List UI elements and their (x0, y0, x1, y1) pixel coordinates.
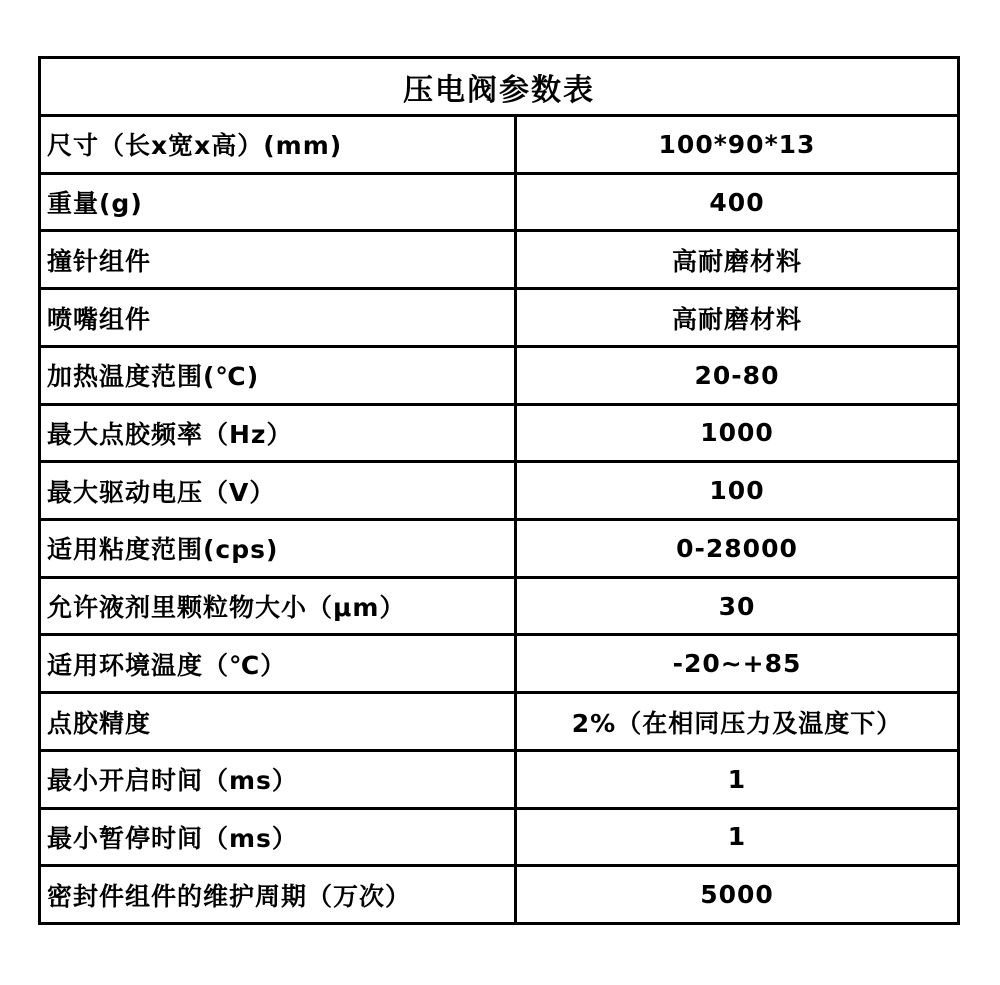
table-row (41, 521, 957, 579)
param-value-dispense-accuracy: 2%（在相同压力及温度下） (571, 708, 903, 738)
param-label-ambient-temp: 适用环境温度（℃） (41, 636, 517, 691)
table-row (41, 636, 957, 694)
param-value-max-frequency: 1000 (700, 418, 774, 448)
param-label-heating-range: 加热温度范围(℃) (41, 348, 517, 403)
param-value-maintenance-cycle: 5000 (700, 880, 774, 910)
param-label-nozzle: 喷嘴组件 (41, 290, 517, 345)
table-row (41, 463, 957, 521)
table-row (41, 406, 957, 464)
table-title: 压电阀参数表 (41, 59, 957, 117)
param-value-weight: 400 (709, 187, 765, 217)
param-value-min-pause-time: 1 (727, 822, 747, 852)
param-label-min-pause-time: 最小暂停时间（ms） (41, 810, 517, 865)
table-row (41, 579, 957, 637)
param-label-particle-size: 允许液剂里颗粒物大小（μm） (41, 579, 517, 634)
param-label-striker: 撞针组件 (41, 232, 517, 287)
param-value-heating-range: 20-80 (694, 360, 780, 390)
table-row (41, 175, 957, 233)
table-row (41, 348, 957, 406)
param-value-ambient-temp: -20~+85 (672, 649, 802, 679)
table-row (41, 752, 957, 810)
table-body (41, 117, 957, 922)
table-row (41, 290, 957, 348)
param-label-dispense-accuracy: 点胶精度 (41, 694, 517, 749)
table-row (41, 117, 957, 175)
param-label-weight: 重量(g) (41, 175, 517, 230)
table-row (41, 694, 957, 752)
param-label-dimensions: 尺寸（长x宽x高）(mm) (41, 117, 517, 172)
param-value-dimensions: 100*90*13 (658, 129, 816, 159)
param-label-viscosity-range: 适用粘度范围(cps) (41, 521, 517, 576)
param-label-min-open-time: 最小开启时间（ms） (41, 752, 517, 807)
param-value-particle-size: 30 (718, 591, 756, 621)
param-label-max-frequency: 最大点胶频率（Hz） (41, 406, 517, 461)
param-value-striker: 高耐磨材料 (671, 246, 802, 276)
table-row (41, 232, 957, 290)
param-value-viscosity-range: 0-28000 (676, 533, 798, 563)
table-row (41, 810, 957, 868)
table-row (41, 867, 957, 922)
param-label-maintenance-cycle: 密封件组件的维护周期（万次） (41, 867, 517, 922)
param-label-max-voltage: 最大驱动电压（V） (41, 463, 517, 518)
param-value-max-voltage: 100 (709, 476, 765, 506)
parameter-table (38, 56, 960, 925)
param-value-min-open-time: 1 (727, 764, 747, 794)
param-value-nozzle: 高耐磨材料 (671, 304, 802, 334)
